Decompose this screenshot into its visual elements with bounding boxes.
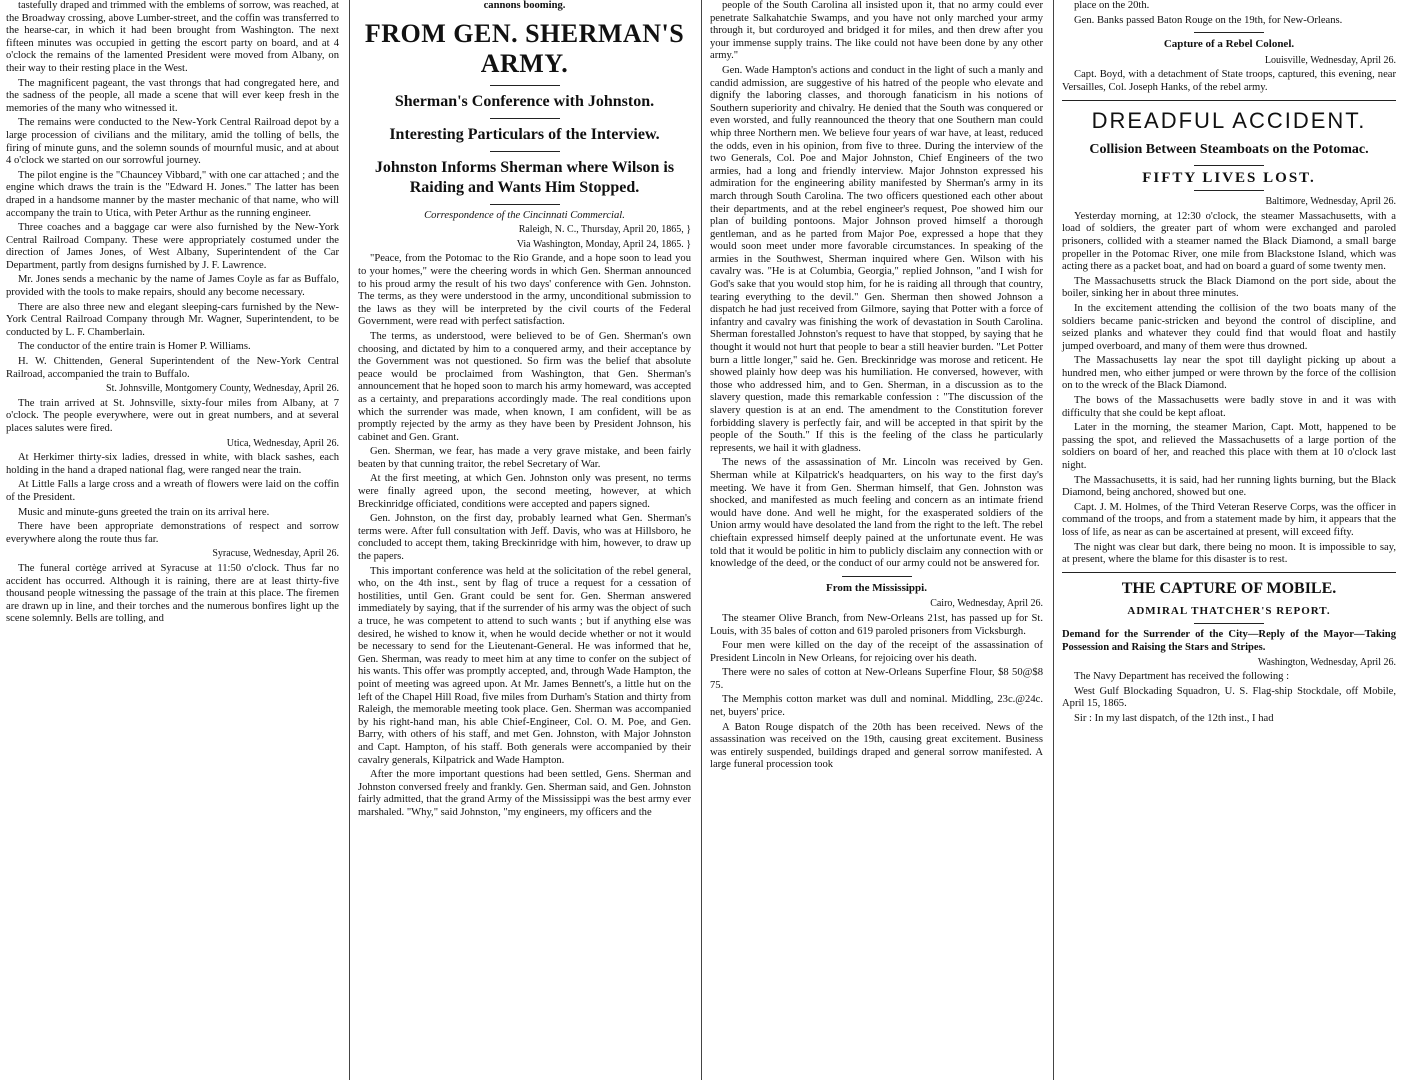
col1-body-2 (6, 398, 339, 436)
headline: THE CAPTURE OF MOBILE. (1121, 579, 1337, 597)
divider (490, 204, 560, 205)
paragraph: Four men were killed on the day of the receipt of the assassination of President Lincoln in New Orleans, for rejoicing over his death. (710, 640, 1043, 664)
divider (1062, 572, 1396, 573)
divider (1062, 100, 1396, 101)
paragraph: Three coaches and a baggage car were also furnished by the New-York Central Railroad Company. These were appropriately costumed under the direction of James Jones, of West Albany, Superintendent of the Car Department, partly from designs furnished by J. F. Lawrence. (6, 222, 339, 271)
col2-body (358, 253, 691, 819)
column-3 (704, 0, 1049, 1080)
column-rule (701, 0, 702, 1080)
divider (1194, 32, 1264, 33)
col4-body-3 (1062, 211, 1396, 567)
subhead: From the Mississippi. (826, 581, 927, 594)
paragraph: Capt. Boyd, with a detachment of State troops, captured, this evening, near Versailles, Col. Joseph Hanks, of the rebel army. (1062, 69, 1396, 93)
dateline: St. Johnsville, Montgomery County, Wednesday, April 26. (106, 383, 339, 395)
paragraph: After the more important questions had been settled, Gens. Sherman and Johnston conversed freely and frankly. Gen. Sherman said, and Gen. Johnston fairly admitted, that the grand Army of the Mississippi was the best army ever marshaled. "Why," said Johnston, "my engineers, my officers and the (358, 769, 691, 818)
column-rule (1053, 0, 1054, 1080)
paragraph: West Gulf Blockading Squadron, U. S. Flag-ship Stockdale, off Mobile, April 15, 1865. (1062, 685, 1396, 710)
paragraph: H. W. Chittenden, General Superintendent of the New-York Central Railroad, accompanied the train to Buffalo. (6, 356, 339, 380)
paragraph: The Massachusetts struck the Black Diamond on the port side, about the boiler, sinking her in about three minutes. (1062, 275, 1396, 300)
col4-body-4 (1062, 671, 1396, 725)
paragraph: place on the 20th. (1074, 0, 1150, 11)
paragraph: A Baton Rouge dispatch of the 20th has been received. News of the assassination was received on the 19th, causing great excitement. Business was entirely suspended, buildings draped and general sorrow manifested. A large funeral procession took (710, 721, 1043, 771)
deck: Demand for the Surrender of the City—Reply of the Mayor—Taking Possession and Raising the Stars and Stripes. (1062, 629, 1396, 653)
paragraph: Gen. Johnston, on the first day, probably learned what Gen. Sherman's terms were. After full consultation with Jeff. Davis, who was at Hillsboro, he concluded to accept them, taking Breckinridge with him, however, to draw up the papers. (358, 513, 691, 563)
divider (1194, 165, 1264, 166)
deck: Collision Between Steamboats on the Potomac. (1089, 141, 1369, 157)
col1-body-3 (6, 452, 339, 546)
dateline: Raleigh, N. C., Thursday, April 20, 1865, } (518, 224, 691, 236)
paragraph: The Memphis cotton market was dull and nominal. Middling, 23c.@24c. net, buyers' price. (710, 694, 1043, 719)
col4-body (1062, 0, 1396, 27)
correspondence-line: Correspondence of the Cincinnati Commercial. (424, 209, 625, 221)
dateline: Via Washington, Monday, April 24, 1865. } (516, 238, 691, 250)
paragraph: The news of the assassination of Mr. Lincoln was received by Gen. Sherman while at Kilpatrick's headquarters, on his way to the first day's meeting. We have it from Gen. Sherman himself, that Gen. Johnston was shocked, and manifested as much feeling and concern as an intimate friend would have done. And well he might, for the exasperated soldiers of the Union army would have desolated the land from the right to the left. The rebel chieftain expressed himself deeply pained at the unfortunate event. He was told that it would be politic in him to publicly disclaim any connection with or knowledge of the deed, or the conduct of our army could not be answered for. (710, 457, 1043, 570)
paragraph: In the excitement attending the collision of the two boats many of the soldiers became panic-stricken and beyond the control of discipline, and seized planks and whatever they could find that would float and hastily jumped overboard, and many of them were thus drowned. (1062, 302, 1396, 352)
paragraph: There have been appropriate demonstrations of respect and sorrow everywhere along the route thus far. (6, 521, 339, 545)
paragraph: Music and minute-guns greeted the train on its arrival here. (18, 506, 270, 518)
dateline: Syracuse, Wednesday, April 26. (212, 548, 339, 560)
paragraph: There are also three new and elegant sleeping-cars furnished by the New-York Central Railroad Company through Mr. Wagner, Superintendent, to be conducted by L. F. Chamberlain. (6, 301, 339, 338)
deck: Johnston Informs Sherman where Wilson is Raiding and Wants Him Stopped. (374, 158, 675, 196)
column-4 (1056, 0, 1402, 1080)
paragraph: The Navy Department has received the following : (1074, 671, 1290, 683)
column-rule (349, 0, 350, 1080)
subhead: Capture of a Rebel Colonel. (1163, 38, 1295, 51)
dateline: Louisville, Wednesday, April 26. (1264, 54, 1396, 66)
paragraph: people of the South Carolina all insisted upon it, that no army could ever penetrate Salkahatchie Swamps, and you have not only marched your army through it, but corduroyed and bridged it for miles, and then drew after you your immense supply trains. The like could not have been done by any other army." (710, 0, 1043, 62)
divider (842, 576, 912, 577)
paragraph: At Herkimer thirty-six ladies, dressed in white, with black sashes, each holding in the hand a draped national flag, were ranged near the train. (6, 452, 339, 476)
paragraph: Gen. Banks passed Baton Rouge on the 19th, for New-Orleans. (1074, 14, 1343, 26)
headline: FROM GEN. SHERMAN'S ARMY. (364, 18, 685, 78)
column-1 (0, 0, 345, 1080)
paragraph: The terms, as understood, were believed to be of Gen. Sherman's own choosing, and dictated by him to a conquered army, and their acceptance by the Government was not questioned. So firm was the belief that absolute peace would be proclaimed from Washington, that Gen. Sherman's announcement that he hoped soon to march his army homeward, was accepted as a certainty, and preparations accordingly made. The real conditions upon which the surrender was made, when known, I am confident, will be as promptly rejected by the army as they have been by President Johnson, his cabinet and Gen. Grant. (358, 330, 691, 443)
paragraph: "Peace, from the Potomac to the Rio Grande, and a hope soon to lead you to your homes," were the cheering words in which Gen. Sherman announced to his proud army the result of his two days' conference with Gen. Johnston. The terms, as they were understood in the army, unconditional submission to the laws as they will be interpreted by the civil courts of the Federal Government, were read with perfect satisfaction. (358, 253, 691, 328)
paragraph: tastefully draped and trimmed with the emblems of sorrow, was reached, at the Broadway crossing, above Lumber-street, and the coffin was transferred to the hearse-car, in which it had been brought from Washington. The next fifteen minutes was occupied in getting the escort party on board, and at 4 o'clock the remains of the lamented President were moved from Albany, on their way to their resting place in the West. (6, 0, 339, 74)
deck: Interesting Particulars of the Interview. (389, 125, 660, 143)
paragraph: Gen. Wade Hampton's actions and conduct in the light of such a manly and candid admission, are suggestive of his hatred of the people who elevate and dignify the laboring classes, and thorough fanaticism in his notions of Southern superiority and chivalry. He denied that the South was conquered or even worsted, and fully reannounced the theory that one Southern man could whip three Northern men. We believe four years of war have, at least, reduced the odds, even in his opinion, from five to three. During the interview of the two Generals, Col. Poe and Major Johnston, Chief Engineers of the two armies, had a long and friendly interview. Major Johnston expressed his admiration for the engineering ability manifested by Sherman's army in its march through South Carolina. The two officers questioned each other about their departments, and at the rebel engineer's request, Poe showed him our plan of building pontoons. Major Johnson proved himself a thorough gentleman, and as he parted from Major Poe, expressed a hope that they would soon meet under more favorable circumstances. In speaking of the armies in the Southwest, Sherman inquired where Gen. Wilson with his cavalry was. "He is at Columbia, Georgia," replied Johnson, "and I wish for God's sake that you would stop him, for he is raiding all through that country, tearing everything to the devil." Gen. Sherman then showed Johnson a dispatch he had just received from Gilmore, saying that Potter with a force of infantry and cavalry was finishing the work of devastation in South Carolina. Sherman forestalled Johnston's request to have that stopped, by saying that he thought it would not hurt that people to bear a still heavier burden. "Let Potter burn a little longer," said he. Gen. Breckinridge was morose and reticent. He showed plainly how deep was his humiliation. He conversed, however, with those who addressed him, and to Gen. Sherman, in a discussion as to the slavery question, made this remarkable confession : "The discussion of the slavery question is at an end. The amendment to the Constitution forever forbidding slavery is perfectly fair, and will be accepted in that spirit by the people of the South." If this is the feeling of the class he particularly represents, we hail it with gladness. (710, 64, 1043, 454)
divider (490, 85, 560, 86)
paragraph: There were no sales of cotton at New-Orleans Superfine Flour, $8 50@$8 75. (710, 667, 1043, 691)
paragraph: The Massachusetts, it is said, had her running lights burning, but the Black Diamond, being anchored, showed but one. (1062, 474, 1396, 499)
divider (1194, 623, 1264, 624)
divider (1194, 190, 1264, 191)
paragraph: The pilot engine is the "Chauncey Vibbard," with one car attached ; and the engine which draws the train is the "Edward H. Jones." The latter has been draped in a handsome manner by the master mechanic of that name, who will accompany the train to Utica, with Peter Arthur as the running engineer. (6, 169, 339, 219)
col1-body-4 (6, 563, 339, 626)
paragraph: This important conference was held at the solicitation of the rebel general, who, on the 4th inst., sent by flag of truce a request for a cessation of hostilities, until Gen. Grant could be sent for. Gen. Sherman answered immediately by saying, that if the surrender of his army was the object of such a truce, he was competent to attend to such wants ; but if anything else was desired, he wished to know it, when he would decide whether or not it would be necessary to send for the Lieutenant-General. He was informed that he, Gen. Sherman, was ready to meet him at any time to confer on the subject of his wants. This offer was promptly accepted, and, through Wade Hampton, the point of meeting was agreed upon. At Mr. James Bennett's, a little hut on the left of the Chapel Hill Road, five miles from Durham's Station and thirty from Raleigh, the memorable meeting took place. Gen. Sherman was accompanied by his right-hand man, his able Chief-Engineer, Col. O. M. Poe, and Gen. Barry, with others of his staff, and met Gen. Johnston, with Major Johnston and Capt. Hampton, of his staff. Both generals were accompanied by their cavalry generals, Kilpatrick and Wade Hampton. (358, 565, 691, 766)
col3-body-2 (710, 613, 1043, 772)
paragraph: The train arrived at St. Johnsville, sixty-four miles from Albany, at 7 o'clock. The people everywhere, were out in great numbers, and at several places salutes were fired. (6, 397, 339, 434)
paragraph: Sir : In my last dispatch, of the 12th inst., I had (1074, 712, 1274, 724)
paragraph: At Little Falls a large cross and a wreath of flowers were laid on the coffin of the President. (6, 479, 339, 503)
paragraph: The conductor of the entire train is Homer P. Williams. (18, 341, 251, 353)
col1-body (6, 0, 339, 381)
dateline: Cairo, Wednesday, April 26. (930, 598, 1043, 610)
deck: Sherman's Conference with Johnston. (394, 92, 655, 110)
paragraph: Yesterday morning, at 12:30 o'clock, the steamer Massachusetts, with a load of soldiers, the greater part of whom were exchanged and paroled prisoners, collided with a steamer named the Black Diamond, a small barge propeller in the Potomac River, one mile from Blackstone Island, which was acting there as a packet boat, and had on board a guard of some twenty men. (1062, 210, 1396, 273)
paragraph: Mr. Jones sends a mechanic by the name of James Coyle as far as Buffalo, provided with the tools to make repairs, should any become necessary. (6, 274, 339, 299)
dateline: Baltimore, Wednesday, April 26. (1265, 196, 1396, 208)
deck: FIFTY LIVES LOST. (1142, 169, 1316, 186)
paragraph: The Massachusetts lay near the spot till daylight picking up about a hundred men, who either jumped or were thrown by the force of the collision on to the wreck of the Black Diamond. (1062, 355, 1396, 392)
paragraph: Capt. J. M. Holmes, of the Third Veteran Reserve Corps, was the officer in command of the troops, and from a statement made by him, it appears that the loss of life, as near as can be ascertained at present, will exceed fifty. (1062, 501, 1396, 538)
column-2 (352, 0, 697, 1080)
paragraph: The bows of the Massachusetts were badly stove in and it was with difficulty that she could be kept afloat. (1062, 395, 1396, 419)
paragraph: The steamer Olive Branch, from New-Orleans 21st, has passed up for St. Louis, with 35 bales of cotton and 619 paroled prisoners from Vicksburgh. (710, 612, 1043, 637)
paragraph: At the first meeting, at which Gen. Johnston only was present, no terms were finally agreed upon, the second meeting, however, at which Breckinridge officiated, conditions were accepted and papers signed. (358, 473, 691, 510)
divider (490, 118, 560, 119)
paragraph: The funeral cortège arrived at Syracuse at 11:50 o'clock. Thus far no accident has occurred. Although it is raining, there are at least thirty-five thousand people witnessing the passage of the train at this place. The firemen are drawn up in line, and their torches and the numerous bonfires light up the scene solemnly. Bells are tolling, and (6, 562, 339, 625)
dateline: Washington, Wednesday, April 26. (1257, 656, 1396, 668)
deck: ADMIRAL THATCHER'S REPORT. (1127, 604, 1331, 617)
col4-body-2 (1062, 69, 1396, 94)
paragraph: Later in the morning, the steamer Marion, Capt. Mott, happened to be passing the spot, and relieved the Massachusetts of a large portion of the soldiers on board of her, and reached this place with them at 10 o'clock last night. (1062, 422, 1396, 472)
paragraph: The remains were conducted to the New-York Central Railroad depot by a large procession of civilians and the military, amid the tolling of bells, the firing of minute guns, and the solemn sounds of mournful music, and at about 4 o'clock we started on our sorrowful journey. (6, 117, 339, 167)
col3-body (710, 0, 1043, 571)
paragraph: The night was clear but dark, there being no moon. It is impossible to say, at present, where the blame for this disaster is to rest. (1062, 541, 1396, 566)
headline: DREADFUL ACCIDENT. (1091, 107, 1367, 133)
dateline: Utica, Wednesday, April 26. (226, 437, 339, 449)
divider (490, 151, 560, 152)
paragraph: Gen. Sherman, we fear, has made a very grave mistake, and been fairly beaten by that cunning traitor, the rebel Secretary of War. (358, 446, 691, 470)
lead-line: cannons booming. (483, 0, 566, 11)
paragraph: The magnificent pageant, the vast throngs that had congregated here, and the sadness of the people, all made a scene that will ever keep fresh in the memories of the many who witnessed it. (6, 77, 339, 114)
